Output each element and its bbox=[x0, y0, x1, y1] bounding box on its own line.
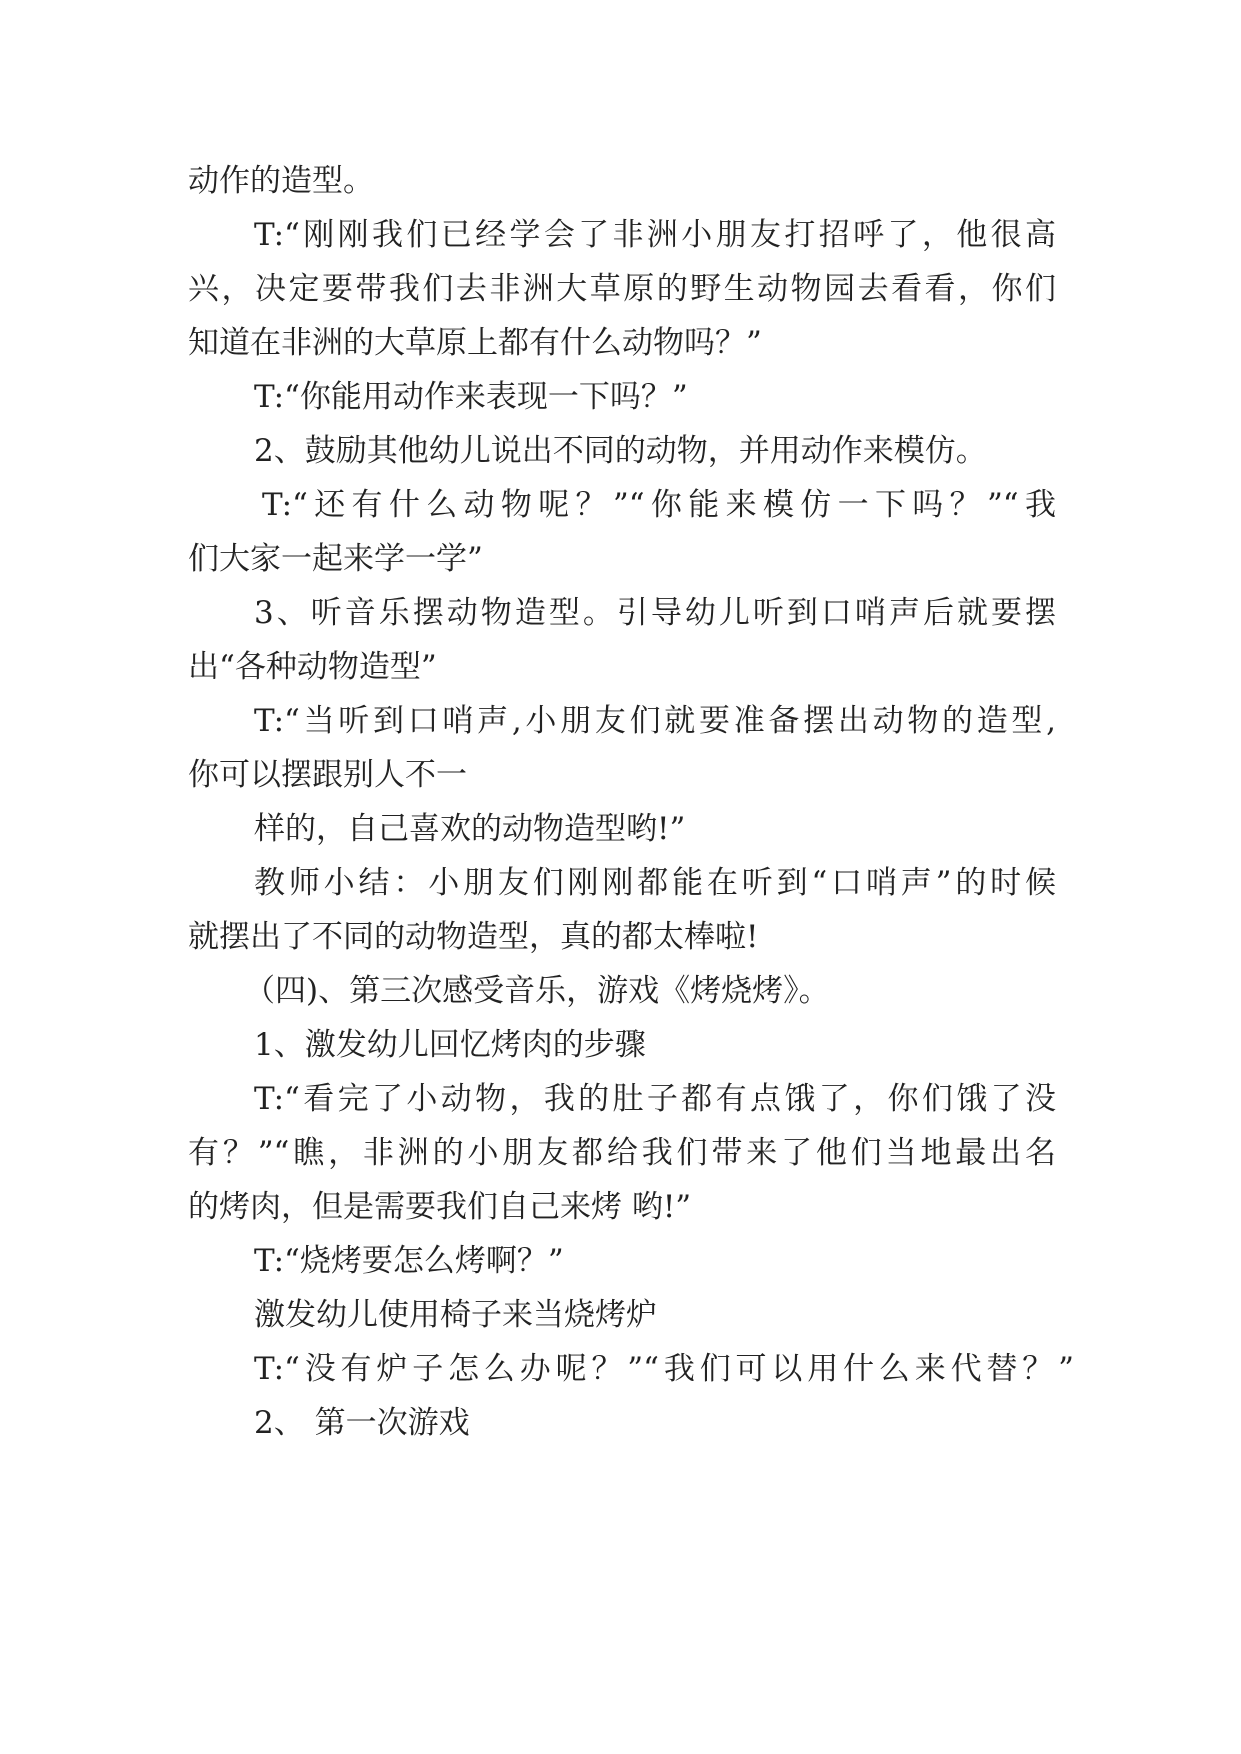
text-line: T:“你能用动作来表现一下吗？” bbox=[254, 379, 688, 415]
text-line: 2、 第一次游戏 bbox=[254, 1405, 470, 1441]
text-line: 教师小结：小朋友们刚刚都能在听到“口哨声”的时候 bbox=[254, 865, 1056, 901]
text-line: 们大家一起来学一学” bbox=[188, 541, 483, 577]
text-line: 出“各种动物造型” bbox=[188, 649, 437, 685]
text-line: 动作的造型。 bbox=[188, 163, 374, 199]
text-line: 兴，决定要带我们去非洲大草原的野生动物园去看看，你们 bbox=[188, 271, 1056, 307]
text-line: T:“还有什么动物呢？”“你能来模仿一下吗？”“我 bbox=[262, 487, 1056, 523]
text-line: 样的，自己喜欢的动物造型哟!” bbox=[254, 811, 686, 847]
text-line: T:“当听到口哨声,小朋友们就要准备摆出动物的造型, bbox=[254, 703, 1056, 739]
text-line: 你可以摆跟别人不一 bbox=[188, 757, 467, 793]
text-line: T:“没有炉子怎么办呢？”“我们可以用什么来代替？” bbox=[254, 1351, 1074, 1387]
text-line: T:“烧烤要怎么烤啊？” bbox=[254, 1243, 564, 1279]
text-line: T:“刚刚我们已经学会了非洲小朋友打招呼了，他很高 bbox=[254, 217, 1056, 253]
text-line: 的烤肉，但是需要我们自己来烤 哟!” bbox=[188, 1189, 692, 1225]
text-line: T:“看完了小动物，我的肚子都有点饿了，你们饿了没 bbox=[254, 1081, 1056, 1117]
text-line: 知道在非洲的大草原上都有什么动物吗？” bbox=[188, 325, 762, 361]
text-line: 3、听音乐摆动物造型。引导幼儿听到口哨声后就要摆 bbox=[254, 595, 1056, 631]
text-line: 就摆出了不同的动物造型，真的都太棒啦! bbox=[188, 919, 759, 955]
text-line: 1、激发幼儿回忆烤肉的步骤 bbox=[254, 1027, 646, 1063]
text-line: （四)、第三次感受音乐，游戏《烤烧烤》。 bbox=[244, 973, 830, 1009]
text-line: 有？”“瞧，非洲的小朋友都给我们带来了他们当地最出名 bbox=[188, 1135, 1056, 1171]
text-line: 激发幼儿使用椅子来当烧烤炉 bbox=[254, 1297, 657, 1333]
text-line: 2、鼓励其他幼儿说出不同的动物，并用动作来模仿。 bbox=[254, 433, 987, 469]
